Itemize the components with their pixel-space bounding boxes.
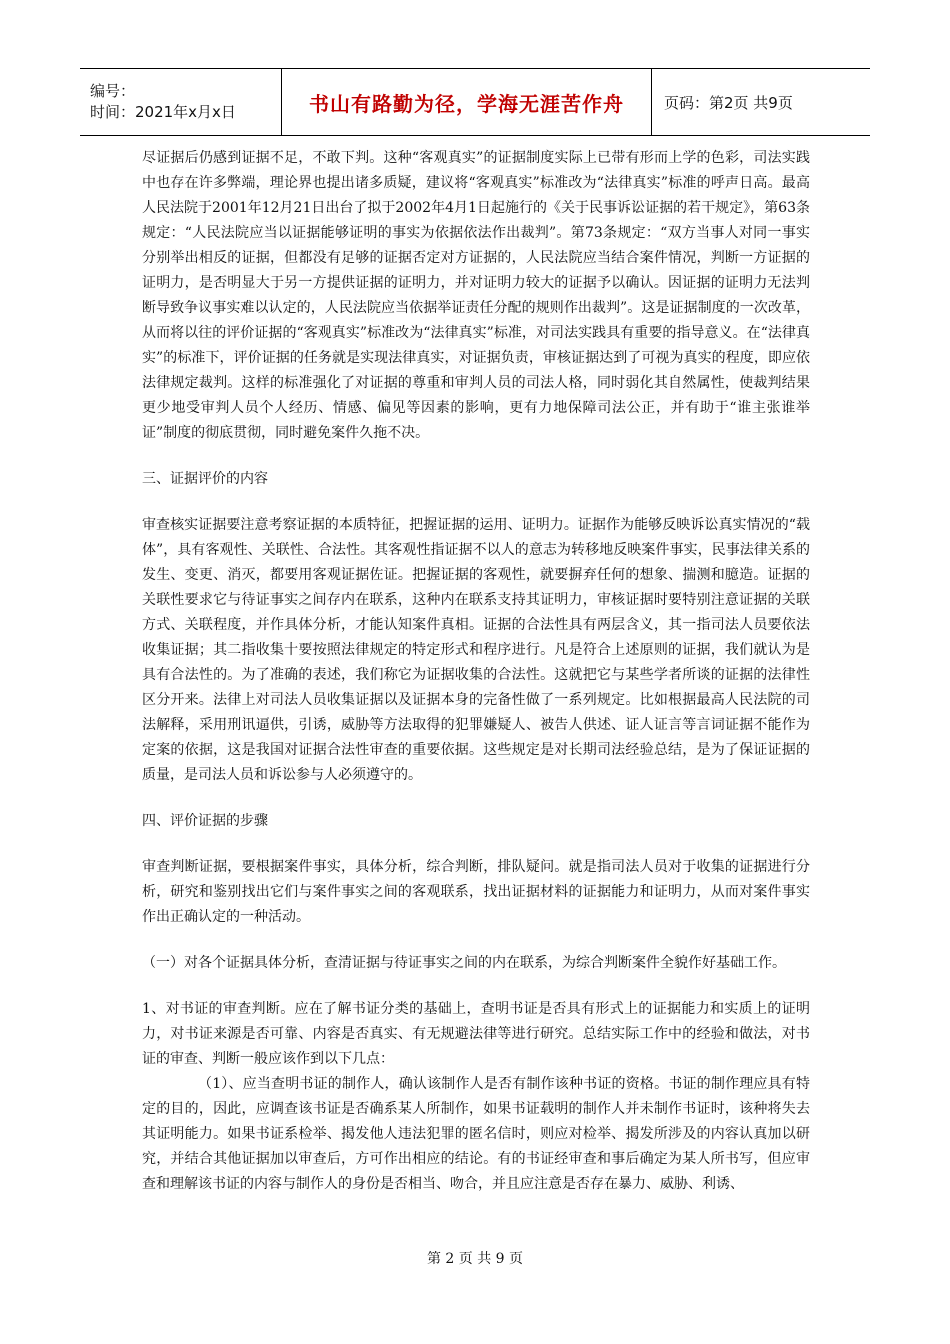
document-number-label: 编号： <box>90 82 136 100</box>
page-header <box>80 68 870 136</box>
header-page-cell <box>652 69 870 135</box>
header-motto-cell <box>282 69 652 135</box>
document-body <box>142 146 810 1197</box>
paragraph-evidence-content: 审查核实证据要注意考察证据的本质特征，把握证据的运用、证明力。证据作为能够反映诉讼真实情况的“载体”，具有客观性、关联性、合法性。其客观性指证据不以人的意志为转移地反映案件事实，民事法律关系的发生、变更、消灭，都要用客观证据佐证。把握证据的客观性，就要摒弃任何的想象、揣测和臆造。证据的关联性要求它与待证事实之间存内在联系，这种内在联系支持其证明力，审核证据时要特别注意证据的关联方式、关联程度，并作具体分析，才能认知案件真相。证据的合法性具有两层含义，其一指司法人员要依法收集证据；其二指收集十要按照法律规定的特定形式和程序进行。凡是符合上述原则的证据，我们就认为是具有合法性的。为了准确的表述，我们称它为证据收集的合法性。这就把它与某些学者所谈的证据的法律性区分开来。法律上对司法人员收集证据以及证据本身的完备性做了一系列规定。比如根据最高人民法院的司法解释，采用刑讯逼供，引诱，威胁等方法取得的犯罪嫌疑人、被告人供述、证人证言等言词证据不能作为定案的依据，这是我国对证据合法性审查的重要依据。这些规定是对长期司法经验总结，是为了保证证据的质量，是司法人员和诉讼参与人必须遵守的。 <box>142 517 810 783</box>
section-heading-4: 四、评价证据的步骤 <box>142 813 268 829</box>
header-page-number: 页码：第2页 共9页 <box>664 93 793 112</box>
paragraph-point-1: （1）、应当查明书证的制作人，确认该制作人是否有制作该种书证的资格。书证的制作理应具有特定的目的，因此，应调查该书证是否确系某人所制作，如果书证载明的制作人并未制作书证时，该种将失去其证明能力。如果书证系检举、揭发他人违法犯罪的匿名信时，则应对检举、揭发所涉及的内容认真加以研究，并结合其他证据加以审查后，方可作出相应的结论。有的书证经审查和事后确定为某人所书写，但应审查和理解该书证的内容与制作人的身份是否相当、吻合，并且应注意是否存在暴力、威胁、利诱、 <box>142 1076 810 1192</box>
section-heading-3: 三、证据评价的内容 <box>142 471 268 487</box>
header-meta <box>80 69 282 135</box>
paragraph-step-1: （一）对各个证据具体分析，查清证据与待证事实之间的内在联系，为综合判断案件全貌作好基础工作。 <box>142 955 786 971</box>
header-motto: 书山有路勤为径，学海无涯苦作舟 <box>309 91 624 116</box>
paragraph-documentary-evidence: 1、对书证的审查判断。应在了解书证分类的基础上，查明书证是否具有形式上的证据能力和实质上的证明力，对书证来源是否可靠、内容是否真实、有无规避法律等进行研究。总结实际工作中的经验和做法，对书证的审查、判断一般应该作到以下几点： <box>142 1001 810 1067</box>
paragraph-evidence-standard: 尽证据后仍感到证据不足，不敢下判。这种“客观真实”的证据制度实际上已带有形而上学的色彩，司法实践中也存在许多弊端，理论界也提出诸多质疑，建议将“客观真实”标准改为“法律真实”标准的呼声日高。最高人民法院于2001年12月21日出台了拟于2002年4月1日起施行的《关于民事诉讼证据的若干规定》，第63条规定：“人民法院应当以证据能够证明的事实为依据依法作出裁判”。第73条规定：“双方当事人对同一事实分别举出相反的证据，但都没有足够的证据否定对方证据的，人民法院应当结合案件情况，判断一方证据的证明力，是否明显大于另一方提供证据的证明力，并对证明力较大的证据予以确认。因证据的证明力无法判断导致争议事实难以认定的，人民法院应当依据举证责任分配的规则作出裁判”。这是证据制度的一次改革，从而将以往的评价证据的“客观真实”标准改为“法律真实”标准，对司法实践具有重要的指导意义。在“法律真实”的标准下，评价证据的任务就是实现法律真实，对证据负责，审核证据达到了可视为真实的程度，即应依法律规定裁判。这样的标准强化了对证据的尊重和审判人员的司法人格，同时弱化其自然属性，使裁判结果更少地受审判人员个人经历、情感、偏见等因素的影响，更有力地保障司法公正，并有助于“谁主张谁举证”制度的彻底贯彻，同时避免案件久拖不决。 <box>142 150 810 441</box>
document-time-label: 时间：2021年x月x日 <box>90 103 236 121</box>
page-footer: 第 2 页 共 9 页 <box>426 1251 524 1267</box>
paragraph-evaluation-steps: 审查判断证据，要根据案件事实，具体分析，综合判断，排队疑问。就是指司法人员对于收集的证据进行分析，研究和鉴别找出它们与案件事实之间的客观联系，找出证据材料的证据能力和证明力，从而对案件事实作出正确认定的一种活动。 <box>142 859 810 925</box>
